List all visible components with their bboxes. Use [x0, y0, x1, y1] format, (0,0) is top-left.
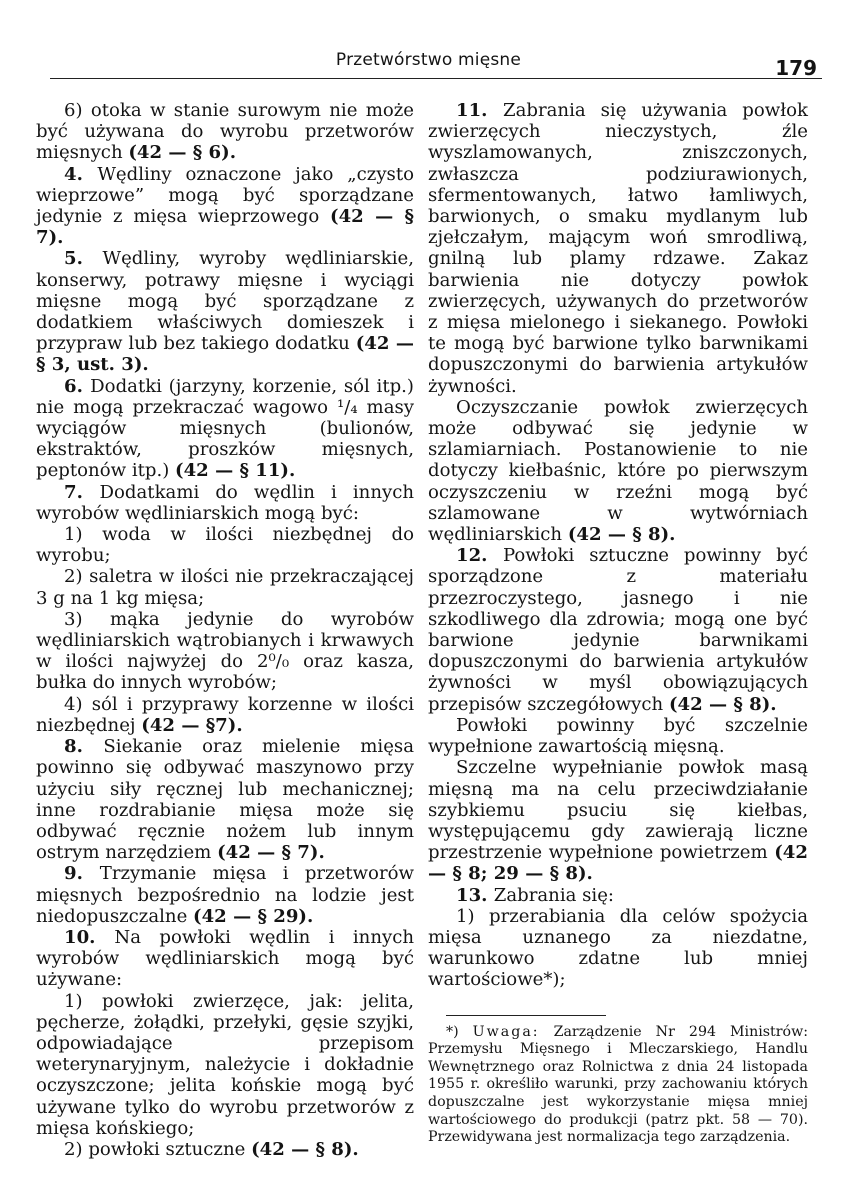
page-number: 179 [775, 56, 817, 80]
footnote-text: *) Uwaga: Zarządzenie Nr 294 Ministrów: Przemysłu Mięsnego i Mleczarskiego, Handlu Wewnętrznego oraz Rolnictwa z dnia 24 listopada 1955 r. określiło warunki, przy zachowaniu których dopuszczalne jest wykorzystanie mięsa mniej wartościowego do produkcji (patrz pkt. 58 — 70). Przewidywana jest normalizacja tego zarządzenia. [428, 1023, 809, 1146]
paragraph: 6) otoka w stanie surowym nie może być używana do wyrobu przetworów mięsnych (42 — § 6). [36, 100, 414, 164]
paragraph: 13. Zabrania się: [456, 884, 615, 906]
left-column [36, 100, 414, 1160]
footnote-rule [446, 1015, 606, 1016]
list-item: 1) woda w ilości niezbędnej do wyrobu; [36, 524, 414, 567]
footnote [428, 1024, 808, 1147]
page-header [0, 0, 857, 90]
header-rule [50, 78, 822, 79]
paragraph: 6. Dodatki (jarzyny, korzenie, sól itp.) nie mogą przekraczać wagowo ¹/₄ masy wyciągów mięsnych (bulionów, ekstraktów, proszków mięsnych, peptonów itp.) (42 — § 11). [36, 375, 414, 482]
list-item: 1) przerabiania dla celów spożycia mięsa uznanego za niezdatne, warunkowo zdatne lub mniej wartościowe*); [428, 905, 808, 991]
paragraph: 4. Wędliny oznaczone jako „czysto wieprzowe” mogą być sporządzane jedynie z mięsa wieprzowego (42 — § 7). [36, 163, 414, 249]
right-column [428, 100, 808, 1147]
paragraph: 11. Zabrania się używania powłok zwierzęcych nieczystych, źle wyszlamowanych, zniszczonych, zwłaszcza podziurawionych, sfermentowanych, łatwo łamliwych, barwionych, o smaku mydlanym lub zjełczałym, mającym woń smrodliwą, gnilną lub plamy rdzawe. Zakaz barwienia nie dotyczy powłok zwierzęcych, używanych do przetworów z mięsa mielonego i siekanego. Powłoki te mogą być barwione tylko barwnikami dopuszczonymi do barwienia artykułów żywności. [428, 100, 808, 397]
paragraph: 7. Dodatkami do wędlin i innych wyrobów wędliniarskich mogą być: [36, 481, 414, 524]
paragraph: 5. Wędliny, wyroby wędliniarskie, konserwy, potrawy mięsne i wyciągi mięsne mogą być sporządzane z dodatkiem właściwych domieszek i przypraw lub bez takiego dodatku (42 — § 3, ust. 3). [36, 248, 414, 376]
running-title: Przetwórstwo mięsne [335, 50, 522, 70]
paragraph: 9. Trzymanie mięsa i przetworów mięsnych bezpośrednio na lodzie jest niedopuszczalne (42 — § 29). [36, 863, 414, 927]
list-item: 2) powłoki sztuczne (42 — § 8). [64, 1138, 359, 1160]
paragraph: 10. Na powłoki wędlin i innych wyrobów wędliniarskich mogą być używane: [36, 926, 414, 991]
list-item: 2) saletra w ilości nie przekraczającej 3 g na 1 kg mięsa; [36, 566, 414, 609]
list-item: 1) powłoki zwierzęce, jak: jelita, pęcherze, żołądki, przełyki, gęsie szyjki, odpowiadające przepisom weterynaryjnym, należycie i dokładnie oczyszczone; jelita końskie mogą być używane tylko do wyrobu przetworów z mięsa końskiego; [36, 990, 414, 1139]
paragraph: Powłoki powinny być szczelnie wypełnione zawartością mięsną. [428, 714, 808, 758]
paragraph: 12. Powłoki sztuczne powinny być sporządzone z materiału przezroczystego, jasnego i nie szkodliwego dla zdrowia; mogą one być barwione jedynie barwnikami dopuszczonymi do barwienia artykułów żywności w myśl obowiązujących przepisów szczegółowych (42 — § 8). [428, 545, 809, 715]
paragraph: Oczyszczanie powłok zwierzęcych może odbywać się jedynie w szlamiarniach. Postanowienie to nie dotyczy kiełbaśnic, które po pierwszym oczyszczeniu w rzeźni mogą być szlamowane w wytwórniach wędliniarskich (42 — § 8). [428, 396, 808, 546]
list-item: 3) mąka jedynie do wyrobów wędliniarskich wątrobianych i krwawych w ilości najwyżej do 2⁰/₀ oraz kasza, bułka do innych wyrobów; [36, 608, 414, 694]
list-item: 4) sól i przyprawy korzenne w ilości niezbędnej (42 — §7). [36, 693, 414, 736]
paragraph: 8. Siekanie oraz mielenie mięsa powinno się odbywać maszynowo przy użyciu siły ręcznej lub mechanicznej; inne rozdrabianie mięsa może się odbywać ręcznie nożem lub innym ostrym narzędziem (42 — § 7). [36, 736, 414, 864]
paragraph: Szczelne wypełnianie powłok masą mięsną ma na celu przeciwdziałanie szybkiemu psuciu się kiełbas, występującemu gdy zawierają liczne przestrzenie wypełnione powietrzem (42 — § 8; 29 — § 8). [428, 757, 808, 885]
